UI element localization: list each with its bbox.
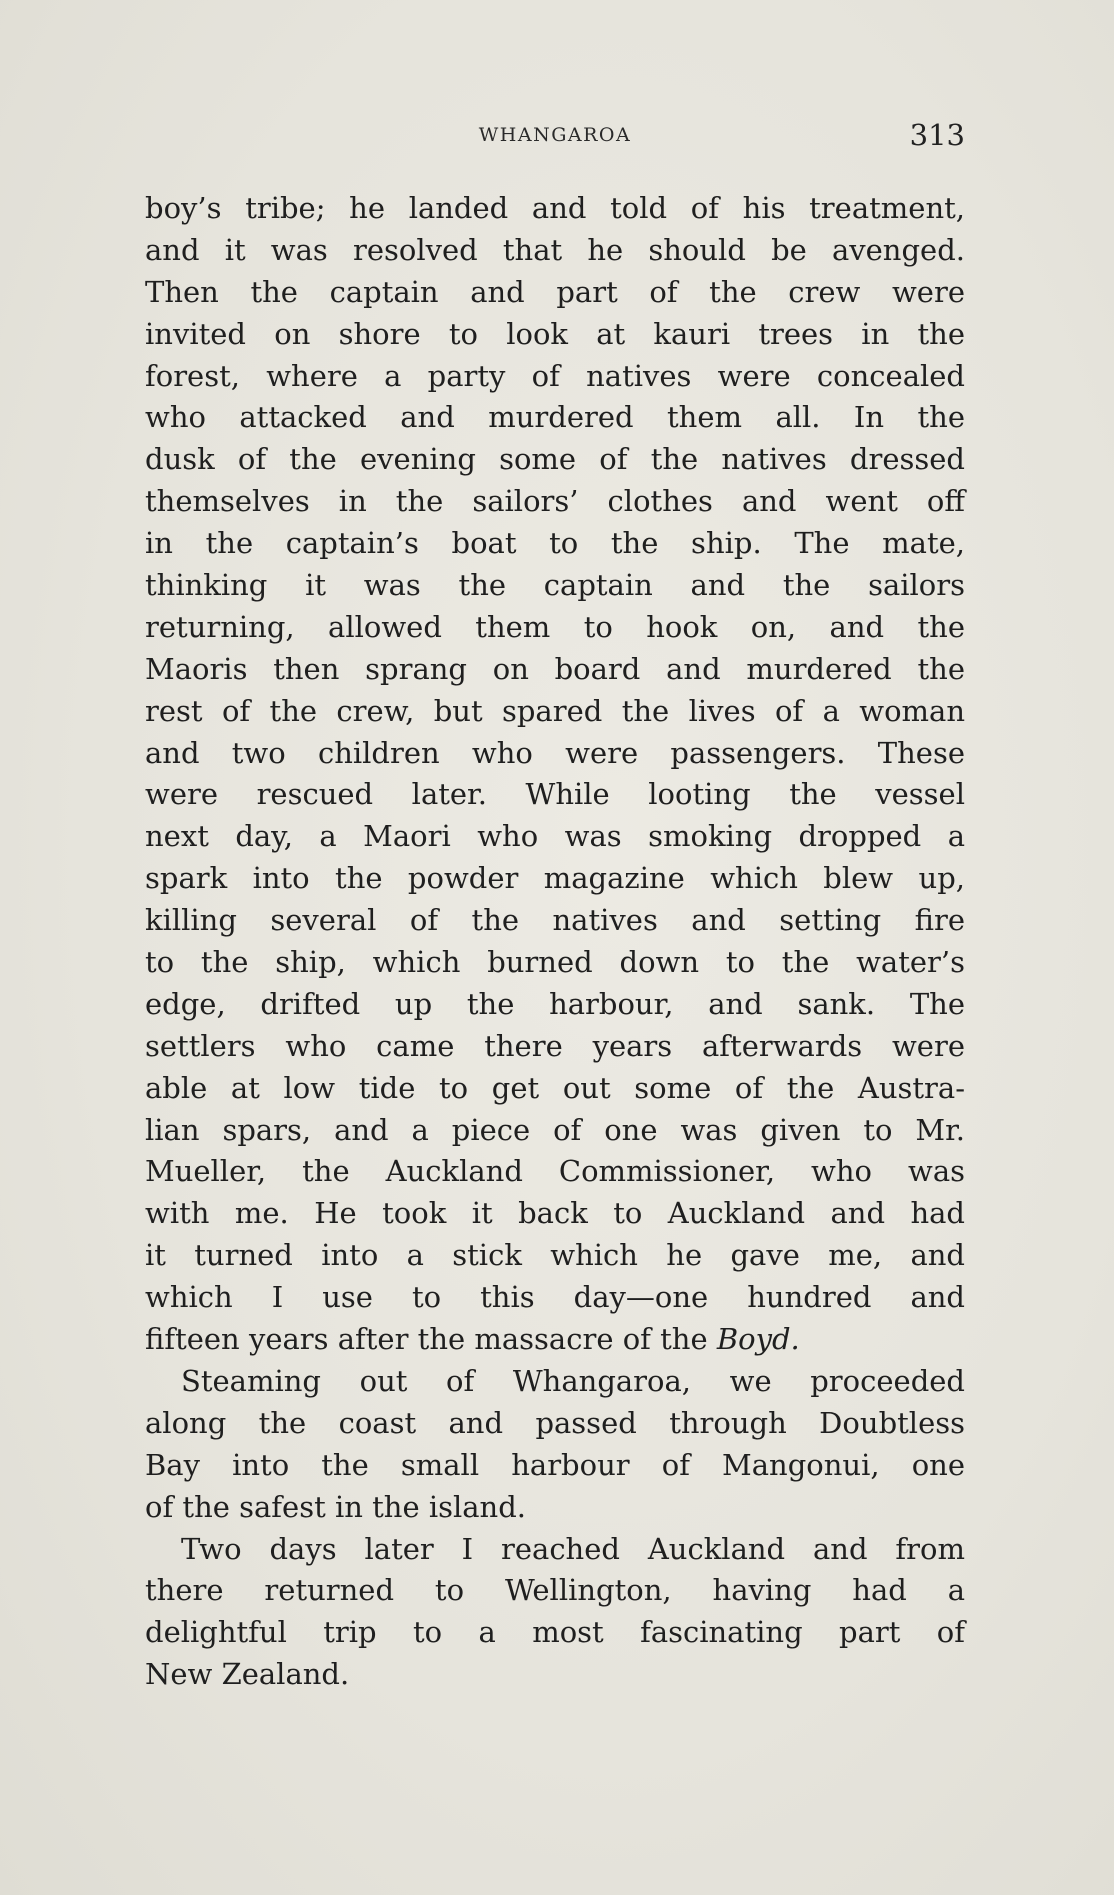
text-line: delightful trip to a most fascinating part of <box>145 1615 965 1650</box>
text-line: and it was resolved that he should be avenged. <box>145 232 965 267</box>
text-line: Two days later I reached Auckland and from <box>181 1531 965 1566</box>
text-line: Mueller, the Auckland Commissioner, who was <box>145 1154 965 1189</box>
text-line: returning, allowed them to hook on, and the <box>145 609 965 644</box>
text-line: which I use to this day—one hundred and <box>145 1280 965 1315</box>
page-number: 313 <box>909 118 965 152</box>
text-line: dusk of the evening some of the natives dressed <box>145 442 965 477</box>
text-line: killing several of the natives and setting fire <box>145 903 965 938</box>
text-line: able at low tide to get out some of the Austra- <box>145 1070 965 1105</box>
text-line: spark into the powder magazine which blew up, <box>145 861 965 896</box>
text-line: forest, where a party of natives were concealed <box>145 358 965 393</box>
text-line: were rescued later. While looting the vessel <box>145 777 965 812</box>
ship-name-italic: Boyd. <box>716 1322 800 1357</box>
text-line: thinking it was the captain and the sailors <box>145 568 965 603</box>
text-line: boy’s tribe; he landed and told of his treatment, <box>145 191 965 225</box>
text-line: to the ship, which burned down to the water’s <box>145 945 965 980</box>
text-line: invited on shore to look at kauri trees in the <box>145 316 965 351</box>
text-line: and two children who were passengers. These <box>145 735 965 770</box>
body-text <box>145 188 965 1696</box>
text-line-paragraph-end: of the safest in the island. <box>145 1489 527 1524</box>
text-line: Steaming out of Whangaroa, we proceeded <box>181 1363 965 1398</box>
text-line: Maoris then sprang on board and murdered the <box>145 651 965 686</box>
text-line: it turned into a stick which he gave me, and <box>145 1238 965 1273</box>
text-line: themselves in the sailors’ clothes and went off <box>145 484 965 519</box>
text-line-prefix: fifteen years after the massacre of the <box>145 1322 717 1357</box>
text-line: along the coast and passed through Doubtless <box>145 1405 965 1440</box>
text-line: settlers who came there years afterwards were <box>145 1028 965 1063</box>
text-line: Bay into the small harbour of Mangonui, one <box>145 1447 965 1482</box>
text-line: Then the captain and part of the crew were <box>145 274 965 309</box>
text-line: rest of the crew, but spared the lives of a woman <box>145 693 965 728</box>
text-line: lian spars, and a piece of one was given to Mr. <box>145 1112 965 1147</box>
text-line: in the captain’s boat to the ship. The mate, <box>145 526 965 561</box>
text-line-paragraph-end <box>145 1319 965 1361</box>
text-line: with me. He took it back to Auckland and had <box>145 1196 965 1231</box>
text-line: next day, a Maori who was smoking dropped a <box>145 819 965 854</box>
text-line: there returned to Wellington, having had a <box>145 1573 965 1608</box>
running-head <box>145 118 965 158</box>
running-title: WHANGAROA <box>478 124 632 146</box>
text-line: edge, drifted up the harbour, and sank. The <box>145 986 965 1021</box>
text-line-paragraph-end: New Zealand. <box>145 1657 350 1692</box>
text-line: who attacked and murdered them all. In the <box>145 400 965 435</box>
